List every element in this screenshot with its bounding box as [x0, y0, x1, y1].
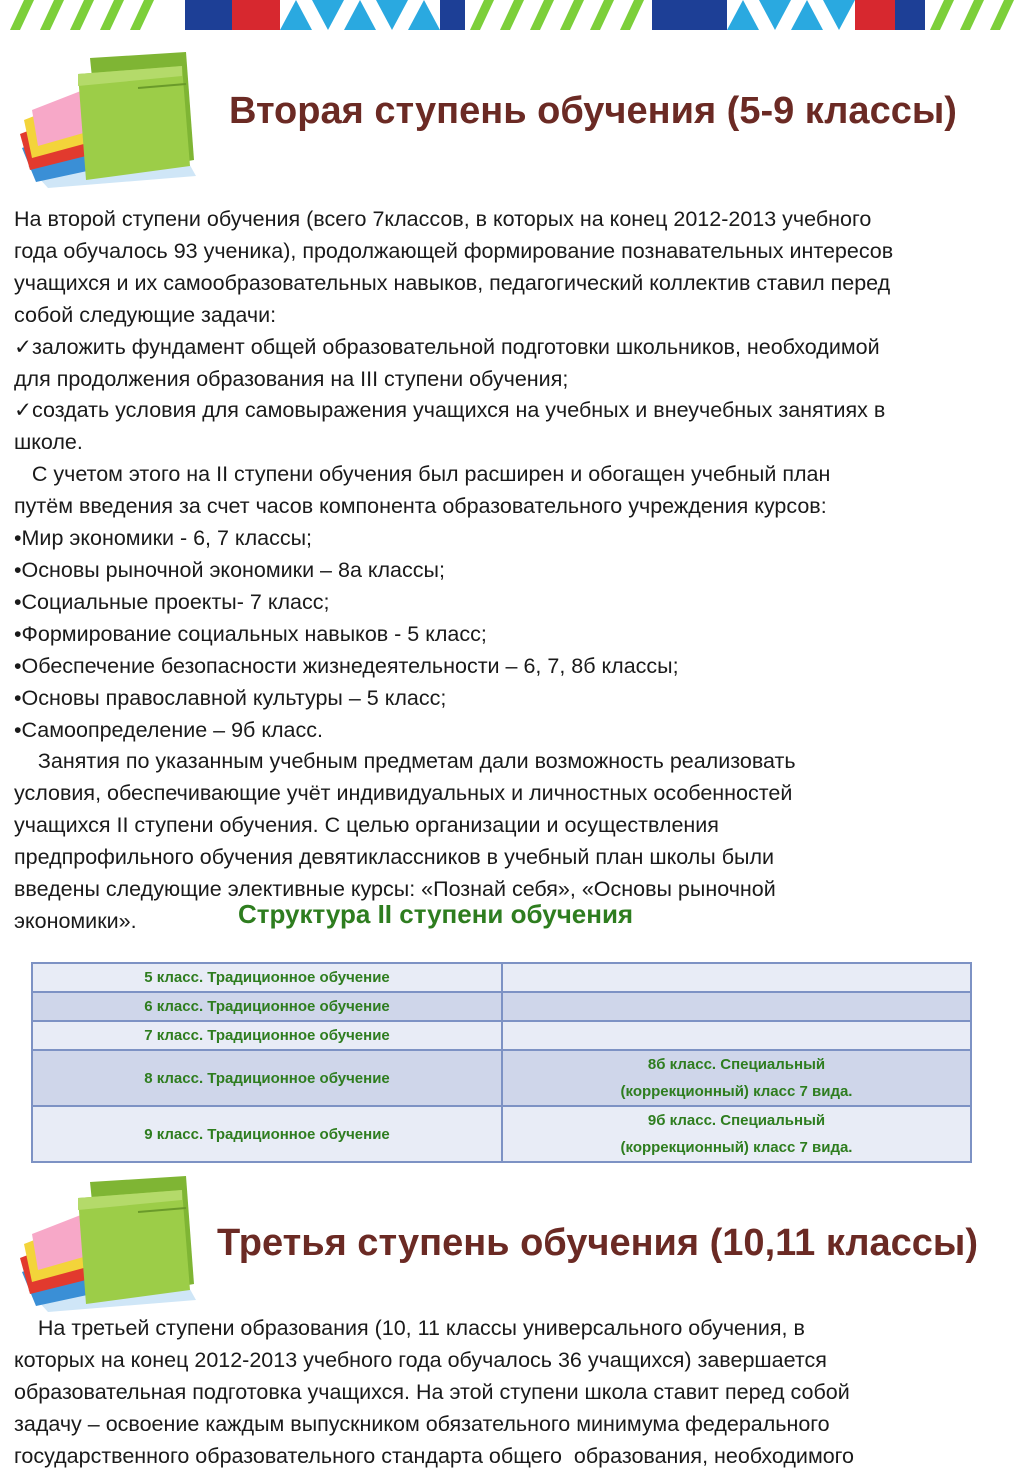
checklist-item: ✓создать условия для самовыражения учащихся на учебных и внеучебных занятиях в: [14, 398, 886, 423]
bullet-item: •Формирование социальных навыков - 5 класс;: [14, 621, 487, 646]
text-line: учащихся и их самообразовательных навыков, педагогический коллектив ставил перед: [14, 270, 891, 295]
text-line: С учетом этого на II ступени обучения был расширен и обогащен учебный план: [14, 462, 831, 487]
table-cell: 9 класс. Традиционное обучение: [32, 1106, 502, 1162]
text-line: экономики».: [14, 908, 137, 933]
text-line: условия, обеспечивающие учёт индивидуальных и личностных особенностей: [14, 781, 793, 806]
text-line: государственного образовательного стандарта общего образования, необходимого: [14, 1443, 855, 1468]
text-line: школе.: [14, 430, 83, 455]
table-cell: [502, 992, 971, 1021]
bullet-item: •Обеспечение безопасности жизнедеятельности – 6, 7, 8б классы;: [14, 653, 679, 678]
table-cell: 8 класс. Традиционное обучение: [32, 1050, 502, 1106]
bullet-item: •Социальные проекты- 7 класс;: [14, 589, 330, 614]
table-cell: [502, 1021, 971, 1050]
table-cell: 6 класс. Традиционное обучение: [32, 992, 502, 1021]
text-line: Занятия по указанным учебным предметам дали возможность реализовать: [14, 749, 796, 774]
folder-icon: [18, 1172, 208, 1312]
table-row: [32, 1050, 971, 1106]
bullet-item: •Основы рыночной экономики – 8а классы;: [14, 557, 445, 582]
structure-title: Структура II ступени обучения: [238, 899, 634, 929]
table-row: [32, 992, 971, 1021]
table-row: [32, 1106, 971, 1162]
cell-line: 9б класс. Специальный: [647, 1112, 826, 1129]
folder-icon: [18, 48, 208, 188]
text-line: которых на конец 2012-2013 учебного года обучалось 36 учащихся) завершается: [14, 1347, 827, 1372]
section-body-third-stage: [14, 1313, 1014, 1473]
text-line: года обучалось 93 ученика), продолжающей формирование познавательных интересов: [14, 238, 894, 263]
text-line: задачу – освоение каждым выпускником обязательного минимума федерального: [14, 1411, 830, 1436]
section-body-second-stage: [14, 204, 1014, 938]
top-banner: [0, 0, 1024, 30]
table-row: [32, 1021, 971, 1050]
bullet-item: •Основы православной культуры – 5 класс;: [14, 685, 447, 710]
text-line: учащихся II ступени обучения. С целью организации и осуществления: [14, 813, 719, 838]
structure-table: [31, 962, 972, 1163]
cell-line: (коррекционный) класс 7 вида.: [620, 1083, 853, 1100]
section-heading-second-stage: Вторая ступень обучения (5-9 классы): [229, 90, 957, 132]
text-line: На второй ступени обучения (всего 7классов, в которых на конец 2012-2013 учебного: [14, 207, 872, 231]
table-cell: [502, 1106, 971, 1162]
table-cell: [502, 963, 971, 992]
bullet-item: •Самоопределение – 9б класс.: [14, 717, 323, 742]
table-cell: 7 класс. Традиционное обучение: [32, 1021, 502, 1050]
bullet-item: •Мир экономики - 6, 7 классы;: [14, 526, 313, 551]
checklist-item: ✓заложить фундамент общей образовательной подготовки школьников, необходимой: [14, 334, 880, 359]
cell-line: (коррекционный) класс 7 вида.: [620, 1139, 853, 1156]
section-heading-third-stage: Третья ступень обучения (10,11 классы): [217, 1222, 978, 1264]
text-line: введены следующие элективные курсы: «Познай себя», «Основы рыночной: [14, 877, 776, 902]
table-cell: 5 класс. Традиционное обучение: [32, 963, 502, 992]
text-line: собой следующие задачи:: [14, 302, 277, 327]
text-line: образовательная подготовка учащихся. На этой ступени школа ставит перед собой: [14, 1379, 850, 1404]
text-line: На третьей ступени образования (10, 11 классы универсального обучения, в: [14, 1316, 805, 1340]
text-line: путём введения за счет часов компонента образовательного учреждения курсов:: [14, 494, 827, 519]
text-line: для продолжения образования на III ступени обучения;: [14, 366, 569, 391]
text-line: предпрофильного обучения девятиклассников в учебный план школы были: [14, 845, 775, 870]
table-cell: [502, 1050, 971, 1106]
table-row: [32, 963, 971, 992]
cell-line: 8б класс. Специальный: [647, 1056, 826, 1073]
